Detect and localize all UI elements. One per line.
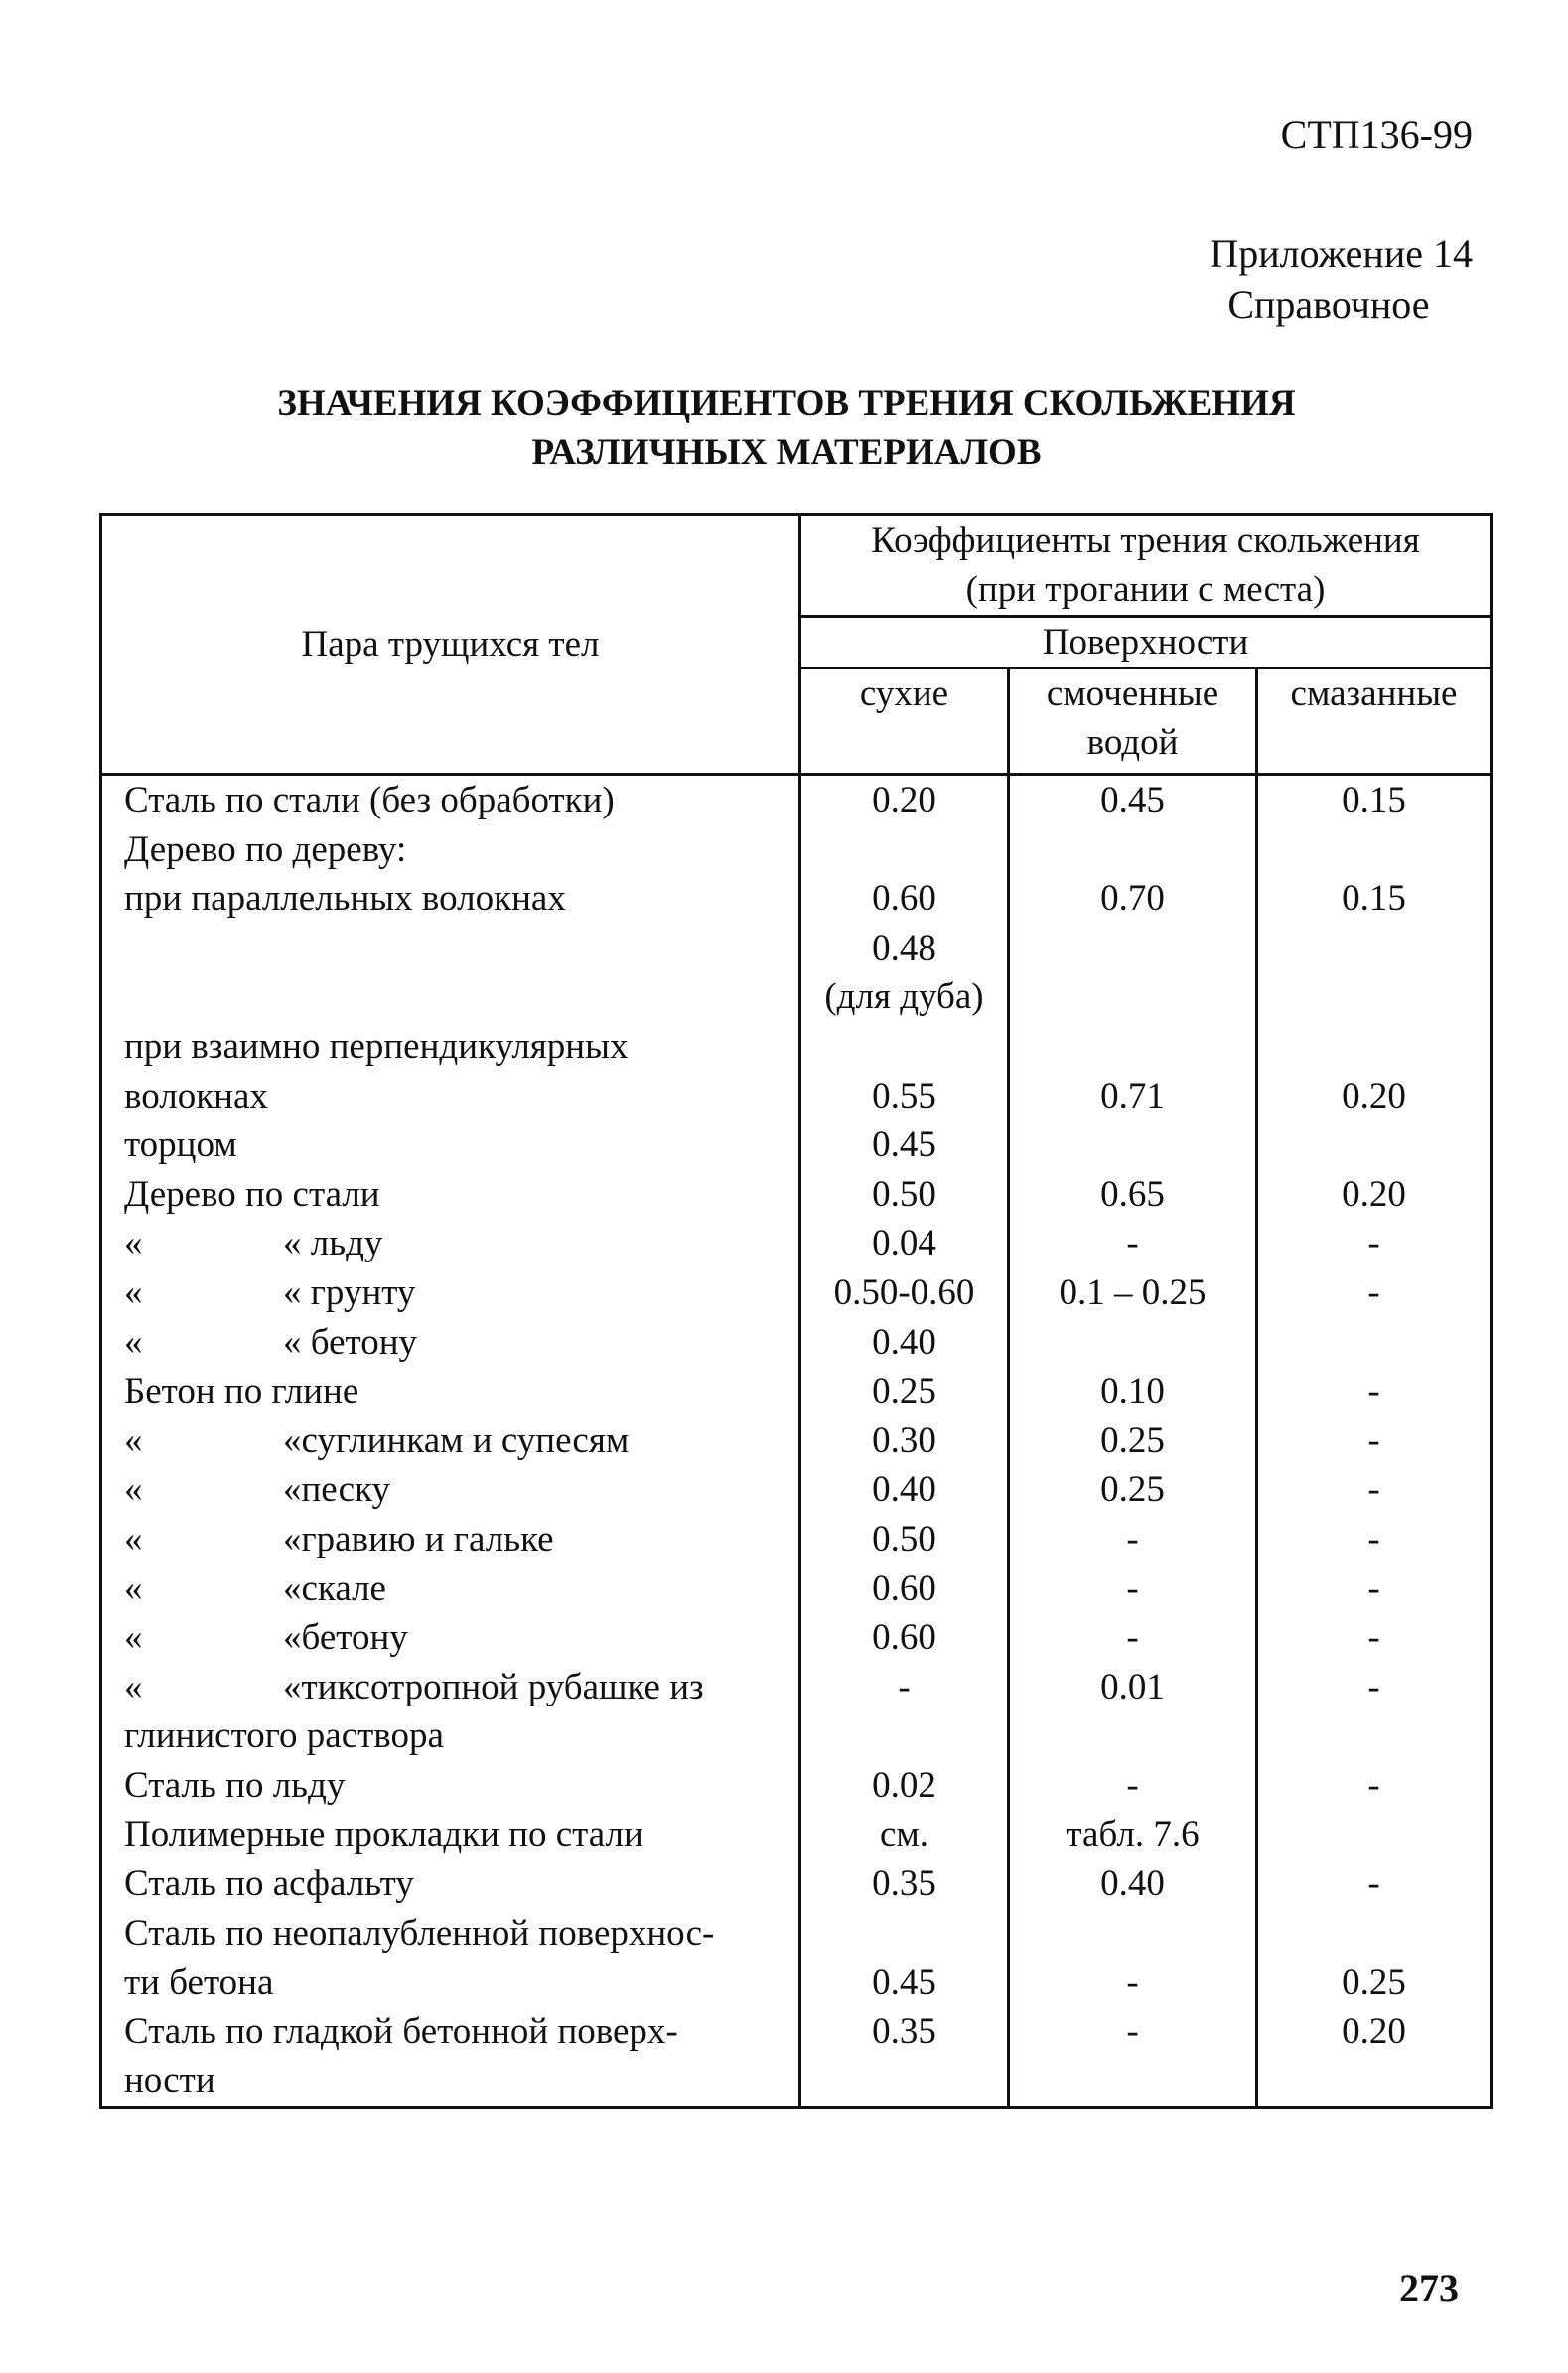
material-pair-text: Сталь по асфальту (124, 1863, 414, 1905)
table-body (101, 775, 1492, 2108)
cell-dry (800, 1711, 1009, 1761)
table-row (101, 1859, 1492, 1909)
cell-material-pair (101, 1810, 800, 1859)
cell-lubricated: - (1257, 1859, 1492, 1909)
header-coefficients-line-2: (при трогании с места) (965, 569, 1326, 610)
cell-material-pair (101, 2056, 800, 2107)
cell-wet (1009, 1318, 1257, 1368)
table-row (101, 1465, 1492, 1515)
cell-wet (1009, 924, 1257, 973)
cell-material-pair (101, 1465, 800, 1515)
page-number: 273 (1399, 2266, 1459, 2310)
cell-material-pair (101, 874, 800, 924)
cell-material-pair (101, 1170, 800, 1220)
material-pair-text: торцом (124, 1124, 237, 1166)
cell-lubricated (1257, 1909, 1492, 1959)
cell-lubricated: - (1257, 1761, 1492, 1811)
cell-dry: 0.35 (800, 1859, 1009, 1909)
header-wet-line-2: водой (1086, 722, 1179, 763)
cell-material-pair (101, 1416, 800, 1466)
cell-dry: см. (800, 1810, 1009, 1859)
cell-wet: 0.10 (1009, 1367, 1257, 1416)
friction-table-container (99, 513, 1490, 2109)
cell-material-pair (101, 972, 800, 1022)
table-row (101, 1367, 1492, 1416)
cell-dry (800, 1909, 1009, 1959)
cell-lubricated (1257, 1810, 1492, 1859)
cell-wet (1009, 2056, 1257, 2107)
cell-dry: 0.55 (800, 1072, 1009, 1121)
header-dry: сухие (800, 668, 1009, 775)
cell-wet: 0.45 (1009, 775, 1257, 825)
material-pair-text: при взаимно перпендикулярных (124, 1025, 629, 1067)
cell-material-pair (101, 1318, 800, 1368)
cell-dry: (для дуба) (800, 972, 1009, 1022)
cell-material-pair (101, 775, 800, 825)
ditto-mark: « (124, 1223, 143, 1264)
cell-material-pair (101, 1120, 800, 1170)
table-row (101, 1120, 1492, 1170)
cell-wet: - (1009, 1958, 1257, 2007)
ditto-mark: « (124, 1567, 143, 1609)
cell-wet: - (1009, 2007, 1257, 2057)
cell-wet: - (1009, 1515, 1257, 1564)
table-row (101, 2007, 1492, 2057)
cell-dry: 0.02 (800, 1761, 1009, 1811)
cell-lubricated: 0.20 (1257, 1170, 1492, 1220)
cell-dry: 0.50 (800, 1515, 1009, 1564)
cell-material-pair (101, 1072, 800, 1121)
cell-material-pair (101, 924, 800, 973)
material-pair-text: Сталь по гладкой бетонной поверх- (124, 2010, 678, 2052)
cell-lubricated: - (1257, 1219, 1492, 1268)
material-pair-text: Сталь по льду (124, 1764, 346, 1806)
cell-lubricated (1257, 1711, 1492, 1761)
friction-coefficients-table (99, 513, 1493, 2109)
header-coefficients (800, 515, 1492, 617)
cell-dry: 0.60 (800, 1564, 1009, 1614)
ditto-mark: « (124, 1518, 143, 1559)
cell-lubricated: 0.20 (1257, 1072, 1492, 1121)
cell-wet: 0.70 (1009, 874, 1257, 924)
cell-lubricated: 0.20 (1257, 2007, 1492, 2057)
cell-lubricated: - (1257, 1663, 1492, 1712)
table-row (101, 1515, 1492, 1564)
cell-lubricated: 0.15 (1257, 775, 1492, 825)
cell-wet: - (1009, 1613, 1257, 1663)
cell-dry: 0.20 (800, 775, 1009, 825)
cell-material-pair (101, 1219, 800, 1268)
cell-lubricated: - (1257, 1613, 1492, 1663)
cell-lubricated (1257, 972, 1492, 1022)
cell-lubricated (1257, 924, 1492, 973)
cell-lubricated: - (1257, 1564, 1492, 1614)
cell-dry: 0.50-0.60 (800, 1268, 1009, 1318)
table-row (101, 1711, 1492, 1761)
material-pair-text: при параллельных волокнах (124, 878, 566, 920)
table-row (101, 1810, 1492, 1859)
cell-material-pair (101, 2007, 800, 2057)
cell-material-pair (101, 1909, 800, 1959)
cell-wet (1009, 972, 1257, 1022)
cell-wet: 0.01 (1009, 1663, 1257, 1712)
cell-material-pair (101, 1761, 800, 1811)
cell-dry: 0.40 (800, 1465, 1009, 1515)
material-pair-text: «бетону (283, 1617, 408, 1659)
cell-lubricated (1257, 2056, 1492, 2107)
cell-wet: 0.25 (1009, 1465, 1257, 1515)
material-pair-text: « бетону (283, 1321, 417, 1363)
table-row (101, 2056, 1492, 2107)
cell-wet: - (1009, 1761, 1257, 1811)
table-row (101, 1318, 1492, 1368)
material-pair-text: ти бетона (124, 1962, 274, 2003)
material-pair-text: Сталь по неопалубленной поверхнос- (124, 1912, 715, 1954)
cell-dry (800, 2056, 1009, 2107)
table-row (101, 1663, 1492, 1712)
cell-material-pair (101, 1268, 800, 1318)
cell-dry (800, 825, 1009, 875)
material-pair-text: « грунту (283, 1271, 416, 1313)
cell-lubricated (1257, 1120, 1492, 1170)
cell-dry: 0.60 (800, 1613, 1009, 1663)
cell-wet: 0.71 (1009, 1072, 1257, 1121)
header-lubricated: смазанные (1257, 668, 1492, 775)
header-pair-of-bodies: Пара трущихся тел (101, 515, 800, 775)
cell-material-pair (101, 825, 800, 875)
document-code: СТП136-99 (1280, 112, 1473, 157)
table-row (101, 825, 1492, 875)
cell-material-pair (101, 1613, 800, 1663)
cell-wet: - (1009, 1219, 1257, 1268)
cell-material-pair (101, 1958, 800, 2007)
appendix-number: Приложение 14 (1210, 231, 1473, 276)
cell-dry: 0.30 (800, 1416, 1009, 1466)
cell-wet: табл. 7.6 (1009, 1810, 1257, 1859)
header-coefficients-line-1: Коэффициенты трения скольжения (871, 520, 1420, 561)
cell-material-pair (101, 1022, 800, 1072)
cell-lubricated: - (1257, 1465, 1492, 1515)
material-pair-text: Полимерные прокладки по стали (124, 1814, 643, 1855)
cell-lubricated: - (1257, 1416, 1492, 1466)
table-row (101, 1564, 1492, 1614)
cell-lubricated: - (1257, 1268, 1492, 1318)
ditto-mark: « (124, 1419, 143, 1461)
cell-lubricated: - (1257, 1515, 1492, 1564)
material-pair-text: ности (124, 2060, 215, 2102)
material-pair-text: волокнах (124, 1075, 268, 1116)
header-wet-line-1: смоченные (1046, 673, 1219, 714)
table-row (101, 924, 1492, 973)
cell-wet: 0.1 – 0.25 (1009, 1268, 1257, 1318)
cell-material-pair (101, 1711, 800, 1761)
material-pair-text: « льду (283, 1223, 383, 1264)
cell-wet (1009, 1022, 1257, 1072)
header-surfaces: Поверхности (800, 617, 1492, 668)
page-title (99, 379, 1474, 477)
ditto-mark: « (124, 1666, 143, 1707)
cell-lubricated (1257, 1022, 1492, 1072)
table-row (101, 1613, 1492, 1663)
cell-wet (1009, 1120, 1257, 1170)
cell-dry: 0.25 (800, 1367, 1009, 1416)
header-wet (1009, 668, 1257, 775)
title-line-1: ЗНАЧЕНИЯ КОЭФФИЦИЕНТОВ ТРЕНИЯ СКОЛЬЖЕНИЯ (277, 383, 1296, 424)
material-pair-text: Бетон по глине (124, 1371, 359, 1412)
table-row (101, 1761, 1492, 1811)
appendix-label (1210, 228, 1473, 330)
cell-dry: 0.45 (800, 1120, 1009, 1170)
cell-dry: 0.40 (800, 1318, 1009, 1368)
cell-wet (1009, 1711, 1257, 1761)
cell-lubricated: 0.25 (1257, 1958, 1492, 2007)
cell-wet: 0.25 (1009, 1416, 1257, 1466)
cell-dry: 0.35 (800, 2007, 1009, 2057)
ditto-mark: « (124, 1271, 143, 1313)
cell-wet (1009, 825, 1257, 875)
cell-dry: 0.04 (800, 1219, 1009, 1268)
cell-lubricated: 0.15 (1257, 874, 1492, 924)
cell-dry: - (800, 1663, 1009, 1712)
table-row (101, 972, 1492, 1022)
ditto-mark: « (124, 1617, 143, 1659)
table-row (101, 775, 1492, 825)
material-pair-text: «суглинкам и супесям (283, 1419, 630, 1461)
cell-material-pair (101, 1367, 800, 1416)
cell-material-pair (101, 1564, 800, 1614)
ditto-mark: « (124, 1321, 143, 1363)
cell-wet (1009, 1909, 1257, 1959)
material-pair-text: глинистого раствора (124, 1715, 444, 1757)
cell-lubricated (1257, 825, 1492, 875)
cell-dry: 0.48 (800, 924, 1009, 973)
material-pair-text: «тиксотропной рубашке из (283, 1666, 704, 1707)
cell-material-pair (101, 1859, 800, 1909)
cell-wet: - (1009, 1564, 1257, 1614)
table-row (101, 1170, 1492, 1220)
material-pair-text: «гравию и гальке (283, 1518, 554, 1559)
cell-dry: 0.45 (800, 1958, 1009, 2007)
material-pair-text: «скале (283, 1567, 386, 1609)
cell-lubricated: - (1257, 1367, 1492, 1416)
cell-wet: 0.65 (1009, 1170, 1257, 1220)
table-row (101, 1072, 1492, 1121)
cell-material-pair (101, 1663, 800, 1712)
cell-dry (800, 1022, 1009, 1072)
table-row (101, 1219, 1492, 1268)
appendix-type: Справочное (1227, 282, 1430, 327)
table-row (101, 1958, 1492, 2007)
table-row (101, 1022, 1492, 1072)
cell-dry: 0.60 (800, 874, 1009, 924)
material-pair-text: «песку (283, 1469, 391, 1511)
table-row (101, 1268, 1492, 1318)
table-row (101, 1909, 1492, 1959)
material-pair-text: Дерево по дереву: (124, 828, 407, 870)
table-row (101, 1416, 1492, 1466)
material-pair-text: Сталь по стали (без обработки) (124, 780, 615, 820)
material-pair-text: Дерево по стали (124, 1173, 380, 1215)
cell-dry: 0.50 (800, 1170, 1009, 1220)
ditto-mark: « (124, 1469, 143, 1511)
title-line-2: РАЗЛИЧНЫХ МАТЕРИАЛОВ (531, 432, 1042, 473)
cell-material-pair (101, 1515, 800, 1564)
cell-wet: 0.40 (1009, 1859, 1257, 1909)
table-row (101, 874, 1492, 924)
cell-lubricated (1257, 1318, 1492, 1368)
